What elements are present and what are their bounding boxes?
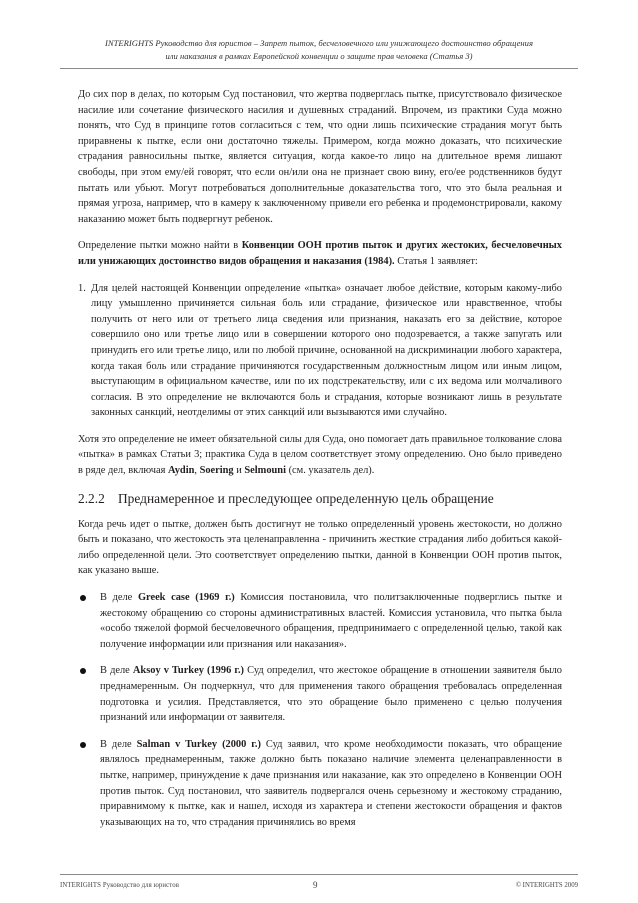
header-line-1: INTERIGHTS Руководство для юристов – Запрет пыток, бесчеловечного или унижающего достоинство обращения <box>105 38 533 48</box>
bullet-pre: В деле <box>100 738 137 750</box>
bullet-text <box>100 737 562 831</box>
footer-title: INTERIGHTS Руководство для юристов <box>60 882 180 889</box>
bullet-icon <box>80 742 86 748</box>
bullet-body: Суд заявил, что кроме необходимости показать, что обращение являлось преднамеренным, также должно быть показано наличие элемента целенаправленности в пытке, например, принуждение к даче признания или наказание, как это определено в Конвенции ООН против пыток. Суд постановил, что заявитель подвергался очень серьезному и жестокому страданию, приравнимому к пытке, как и нашел, исходя из характера и степени жестокости обращения и фактов указывающих на то, что страдания причинялись во время <box>100 738 562 828</box>
paragraph-un-convention <box>78 238 562 269</box>
section-title: Преднамеренное и преследующее определенную цель обращение <box>118 490 494 506</box>
case-soering: Soering <box>199 465 234 477</box>
main-content <box>78 87 562 841</box>
p2-text-a: Определение пытки можно найти в <box>78 240 242 252</box>
bullet-text <box>100 663 562 725</box>
bullet-item-aksoy <box>78 663 562 725</box>
bullet-body: Комиссия постановила, что политзаключенные подверглись пытке и жестокому обращению со стороны административных властей. Комиссия установила, что пытка была «особо тяжелой формой бесчеловечного обращения, предпринимаего с определенной целью, такой как получение информации или признания или наказания». <box>100 592 562 650</box>
item-text: Для целей настоящей Конвенции определение «пытка» означает любое действие, которым какому-либо лицу умышленно причиняется сильная боль или страдание, физическое или нравственное, чтобы получить от него или от третьего лица сведения или признания, наказать его за действие, которое совершило оно или третье лицо или в совершении которого оно подозревается, а также запугать или принудить его или третье лицо, или по любой причине, основанной на дискриминации любого характера, когда такая боль или страдание причиняются государственным должностным лицом или иным лицом, выступающим в официальном качестве, или по их подстрекательству, или с их ведома или молчаливого согласия. В это определение не включаются боль и страдания, которые возникают лишь в результате законных санкций, неотделимы от этих санкций или вызываются ими случайно. <box>91 282 562 419</box>
case-salman: Salman v Turkey (2000 г.) <box>136 738 261 750</box>
p3-text-c1: , <box>194 465 200 477</box>
page-number: 9 <box>313 880 318 890</box>
paragraph-purpose: Когда речь идет о пытке, должен быть достигнут не только определенный уровень жестокости, но должно быть и показано, что жестокость эта целенаправленна - причинить жесткие страдания либо добиться какой-либо определенной цели. Это соответствует определению пытки, данной в Конвенции ООН против пыток, как указано выше. <box>78 518 562 577</box>
p2-text-c: Статья 1 заявляет: <box>394 255 478 267</box>
footer-rule <box>60 874 578 875</box>
bullet-text <box>100 590 562 652</box>
bullet-icon <box>80 668 86 674</box>
bullet-item-salman <box>78 737 562 831</box>
item-number: 1. <box>78 282 86 294</box>
section-heading <box>78 490 562 508</box>
case-aksoy: Aksoy v Turkey (1996 г.) <box>132 665 245 677</box>
case-selmouni: Selmouni <box>244 465 286 477</box>
p3-text-c3: (см. указатель дел). <box>285 465 375 477</box>
header-line-2: или наказания в рамках Европейской конвенции о защите прав человека (Статья 3) <box>165 51 473 61</box>
bullet-pre: В деле <box>100 665 133 677</box>
numbered-item-1 <box>78 281 562 421</box>
paragraph-definition-note <box>78 432 562 479</box>
bullet-icon <box>80 595 86 601</box>
bullet-body: Суд определил, что жестокое обращение в отношении заявителя было преднамеренным. Он подчеркнул, что для применения такого обращения требовалась определенная подготовка и усилия. Представляется, что это обращение было применено с целью получения признаний или информации от заявителя. <box>100 665 562 724</box>
running-header <box>60 37 578 63</box>
p3-text-a: Хотя это определение не имеет обязательной силы для Суда, оно помогает дать правильное толкование слова «пытка» в рамках Статьи 3; практика Суда в целом соответствует этому определению. Оно было приведено в ряде дел, включая <box>78 433 562 477</box>
p2-bold-convention: Конвенции ООН против пыток и других жестоких, бесчеловечных или унижающих достоинство видов обращения и наказания (1984). <box>78 240 562 267</box>
p3-text-c2: и <box>233 465 245 477</box>
paragraph-intro: До сих пор в делах, по которым Суд постановил, что жертва подверглась пытке, присутствовало физическое насилие или сочетание физического насилия и душевных страданий. Впрочем, из практики Суда можно понять, что Суд в принципе готов согласиться с тем, что одни лишь психические страдания могут быть приравнены к пытке, если они достаточно тяжелы. Примером, когда можно доказать, что психические страдания равносильны пытке, является ситуация, когда какое-то лицо на длительное время лишают свободы, при этом ему/ей говорят, что если он/или она не признает свою вину, его/ее родственников будут пытать или убьют. Могут потребоваться дополнительные доказательства того, что это была реальная и прямая угроза, например, что в камеру к заключенному привели его ребенка и продемонстрировали, какому наказанию может быть подвергнут ребенок. <box>78 89 562 225</box>
case-aydin: Aydin <box>167 465 195 477</box>
running-footer <box>60 880 578 894</box>
footer-copyright: © INTERIGHTS 2009 <box>515 882 578 889</box>
case-greek: Greek case (1969 г.) <box>137 592 235 604</box>
bullet-pre: В деле <box>100 592 138 604</box>
bullet-item-greek-case <box>78 590 562 652</box>
header-rule <box>60 68 578 69</box>
section-number: 2.2.2 <box>78 490 105 506</box>
